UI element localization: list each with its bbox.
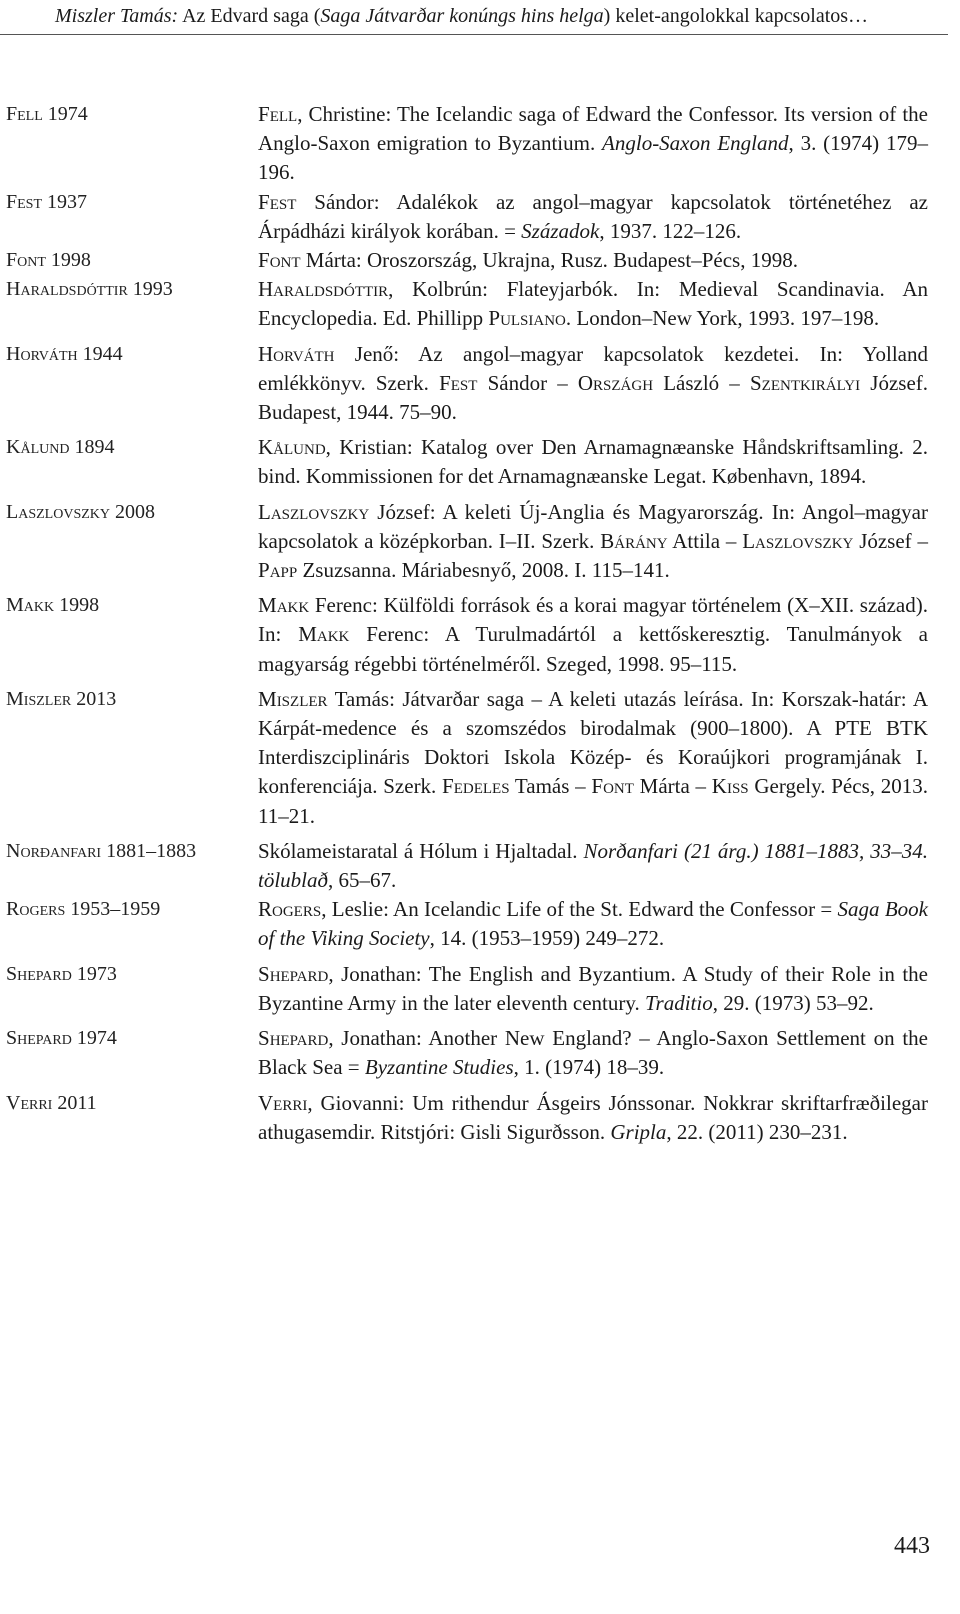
reference-segment: Jenő: Az angol–magyar kapcsolatok kezdetei. In: Yolland emlékkönyv. Szerk. — [258, 341, 928, 395]
entry-key — [0, 275, 258, 304]
reference-segment: , 1937. 122–126. — [599, 218, 742, 243]
reference-segment: Saga Book of the Viking Society — [258, 897, 928, 951]
entry-key-initial: M — [6, 687, 24, 710]
reference-segment: S — [258, 1026, 270, 1051]
entry-reference — [258, 685, 928, 831]
reference-segment: K — [258, 435, 274, 460]
reference-segment: hepard — [269, 1026, 329, 1051]
entry-key-rest: aszlovszky 2008 — [18, 500, 155, 523]
entry-reference — [258, 188, 928, 246]
bibliography-entry — [0, 340, 960, 428]
entry-key-initial: N — [6, 839, 21, 862]
reference-segment: F — [591, 774, 604, 799]
entry-reference — [258, 960, 928, 1018]
reference-segment: H — [258, 341, 274, 366]
reference-segment: Ferenc: Külföldi források és a korai magyar történelem (X–XII. század). In: — [258, 593, 928, 647]
reference-segment: Sándor – — [477, 370, 578, 395]
entry-reference — [258, 1024, 928, 1082]
reference-segment: , Giovanni: Um rithendur Ásgeirs Jónssonar. Nokkrar skriftarfræðilegar athugasemdir. Ritstjóri: Gisli Sigurðsson. — [258, 1090, 928, 1144]
entry-reference — [258, 100, 928, 188]
reference-segment: ogers — [272, 897, 322, 922]
entry-key — [0, 960, 258, 989]
reference-segment: L — [742, 528, 756, 553]
entry-key-rest: est 1937 — [17, 190, 88, 213]
reference-segment: F — [258, 102, 270, 126]
bibliography-list — [0, 100, 960, 1147]
reference-segment: est — [450, 370, 478, 395]
reference-segment: erri — [273, 1090, 308, 1115]
header-rule — [0, 34, 948, 35]
reference-segment: F — [258, 248, 270, 273]
reference-segment: Byzantine Studies — [364, 1055, 514, 1080]
entry-key-initial: S — [6, 962, 18, 985]
reference-segment: , 1. (1974) 18–39. — [513, 1055, 665, 1080]
reference-segment: , 29. (1973) 53–92. — [712, 990, 874, 1015]
entry-key-initial: R — [6, 898, 20, 921]
reference-segment: B — [600, 528, 615, 553]
bibliography-entry — [0, 1024, 960, 1082]
header-author: Miszler Tamás: — [55, 5, 179, 27]
entry-key-initial: V — [6, 1091, 21, 1114]
reference-segment: Traditio — [645, 990, 713, 1015]
reference-segment: Anglo-Saxon England — [602, 131, 789, 156]
reference-segment: F — [442, 774, 454, 799]
reference-segment: Tamás: Játvarðar saga – A keleti utazás leírása. In: Korszak-határ: A Kárpát-medence és a szomszédos birodalmak (900–1800). A PTE BTK Interdiszciplináris Doktori Iskola Közép- és Koraújkori programjának I. konferenciája. Szerk. — [258, 686, 928, 799]
reference-segment: Sándor: Adalékok az angol–magyar kapcsolatok történetéhez az Árpádházi királyok korában. = — [258, 189, 928, 243]
reference-segment: Tamás – — [509, 774, 592, 799]
bibliography-entry — [0, 685, 960, 831]
entry-key-initial: L — [6, 500, 19, 523]
reference-segment: árány — [614, 528, 668, 553]
reference-segment: hepard — [269, 961, 329, 986]
entry-key-rest: hepard 1973 — [17, 962, 117, 985]
bibliography-entry — [0, 246, 960, 275]
reference-segment: orváth — [273, 341, 335, 366]
entry-reference — [258, 275, 928, 333]
reference-segment: Gripla — [610, 1119, 667, 1144]
entry-reference — [258, 1089, 928, 1147]
reference-segment: araldsdóttir — [273, 277, 389, 302]
reference-segment: akk — [276, 593, 310, 618]
reference-segment: est — [269, 189, 297, 214]
bibliography-entry — [0, 591, 960, 679]
reference-segment: F — [258, 189, 270, 214]
reference-segment: Gergely. Pécs, 2013. 11–21. — [258, 774, 928, 828]
reference-segment: László – — [653, 370, 750, 395]
reference-segment: , Christine: The Icelandic saga of Edward the Confessor. Its version of the Anglo-Saxon emigration to Byzantium. — [258, 102, 928, 156]
reference-segment: P — [488, 306, 501, 331]
reference-segment: ell — [269, 102, 298, 126]
entry-key-rest: akk 1998 — [23, 594, 100, 617]
reference-segment: akk — [316, 622, 350, 647]
entry-key-rest: hepard 1974 — [17, 1027, 117, 1050]
entry-reference — [258, 591, 928, 679]
entry-key — [0, 685, 258, 714]
header-title-part-1: Az Edvard saga ( — [178, 5, 321, 27]
reference-segment: , 3. (1974) 179–196. — [258, 131, 928, 185]
reference-segment: Századok — [521, 218, 600, 243]
reference-segment: edeles — [453, 774, 510, 799]
entry-key-rest: araldsdóttir 1993 — [20, 278, 173, 301]
entry-reference — [258, 895, 928, 953]
reference-segment: József. Budapest, 1944. 75–90. — [258, 370, 929, 425]
reference-segment: ont — [603, 774, 634, 799]
entry-reference — [258, 340, 928, 428]
entry-key — [0, 1024, 258, 1053]
reference-segment: K — [711, 774, 727, 799]
entry-key — [0, 591, 258, 620]
running-header — [0, 0, 960, 44]
reference-segment: F — [439, 370, 451, 395]
reference-segment: Norðanfari (21 árg.) 1881–1883, 33–34. tölublað — [258, 838, 928, 893]
reference-segment: iss — [726, 774, 749, 799]
reference-segment: , Kristian: Katalog over Den Arnamagnæanske Håndskriftsamling. 2. bind. Kommissionen for det Arnamagnæanske Legat. København, 1894. — [258, 435, 928, 489]
reference-segment: aszlovszky — [755, 528, 854, 553]
entry-key-initial: S — [6, 1027, 18, 1050]
entry-key-initial: H — [6, 278, 21, 301]
entry-key — [0, 433, 258, 462]
entry-key-rest: ell 1974 — [17, 103, 88, 125]
reference-segment: aszlovszky — [270, 499, 370, 524]
entry-key-rest: orváth 1944 — [20, 342, 123, 365]
entry-key — [0, 188, 258, 217]
reference-segment: P — [258, 558, 270, 583]
header-title-part-2: ) kelet-angolokkal kapcsolatos… — [603, 5, 869, 27]
entry-reference — [258, 246, 928, 275]
entry-key-initial: F — [6, 103, 18, 125]
reference-segment: ulsiano — [500, 306, 566, 331]
reference-segment: , Jonathan: Another New England? – Anglo-Saxon Settlement on the Black Sea = — [258, 1026, 928, 1080]
reference-segment: Zsuzsanna. Máriabesnyő, 2008. I. 115–141. — [297, 558, 670, 583]
reference-segment: Márta: Oroszország, Ukrajna, Rusz. Budapest–Pécs, 1998. — [300, 248, 798, 273]
reference-segment: ont — [269, 248, 301, 273]
reference-segment: L — [258, 499, 271, 524]
entry-reference — [258, 433, 928, 491]
bibliography-entry — [0, 433, 960, 491]
reference-segment: Ferenc: A Turulmadártól a kettőskeresztig. Tanulmányok a magyarság régebbi történelméről. Szeged, 1998. 95–115. — [258, 622, 928, 676]
reference-segment: , 22. (2011) 230–231. — [666, 1119, 848, 1144]
entry-key — [0, 340, 258, 369]
entry-key — [0, 100, 258, 129]
reference-segment: Skólameistaratal á Hólum i Hjaltadal. — [258, 838, 584, 863]
bibliography-entry — [0, 188, 960, 246]
bibliography-entry — [0, 1089, 960, 1147]
reference-segment: M — [298, 622, 317, 647]
bibliography-entry — [0, 100, 960, 188]
reference-segment: iszler — [276, 686, 328, 711]
entry-key-initial: M — [6, 594, 24, 617]
reference-segment: , Leslie: An Icelandic Life of the St. Edward the Confessor = — [321, 897, 838, 922]
reference-segment: , Kolbrún: Flateyjarbók. In: Medieval Scandinavia. An Encyclopedia. Ed. Phillipp — [258, 277, 928, 331]
reference-segment: rszágh — [593, 370, 654, 395]
entry-key-initial: F — [6, 249, 18, 272]
bibliography-entry — [0, 960, 960, 1018]
entry-key-rest: ont 1998 — [17, 249, 91, 272]
reference-segment: M — [258, 686, 277, 711]
entry-key-initial: H — [6, 342, 21, 365]
entry-key-initial: K — [6, 436, 21, 459]
reference-segment: H — [258, 277, 274, 302]
entry-key-initial: F — [6, 190, 18, 213]
reference-segment: József: A keleti Új-Anglia és Magyarország. In: Angol–magyar kapcsolatok a középkorban. I–II. Szerk. — [258, 499, 928, 553]
reference-segment: , 65–67. — [328, 868, 397, 893]
bibliography-entry — [0, 275, 960, 333]
reference-segment: M — [258, 593, 277, 618]
bibliography-entry — [0, 895, 960, 953]
reference-segment: ålund — [273, 435, 326, 460]
reference-segment: , 14. (1953–1959) 249–272. — [429, 926, 665, 951]
entry-key-rest: iszler 2013 — [23, 687, 117, 710]
reference-segment: V — [258, 1090, 274, 1115]
reference-segment: József – — [853, 528, 928, 553]
entry-reference — [258, 498, 928, 586]
reference-segment: O — [577, 370, 594, 395]
entry-key-rest: ålund 1894 — [20, 436, 115, 459]
entry-key — [0, 1089, 258, 1118]
bibliography-entry — [0, 498, 960, 586]
entry-key-rest: erri 2011 — [20, 1091, 97, 1114]
entry-key — [0, 837, 258, 866]
entry-key-rest: ogers 1953–1959 — [19, 898, 161, 921]
reference-segment: app — [269, 558, 298, 583]
reference-segment: . London–New York, 1993. 197–198. — [565, 306, 880, 331]
entry-reference — [258, 837, 928, 895]
reference-segment: Márta – — [633, 774, 712, 799]
header-title-italic: Saga Játvarðar konúngs hins helga — [320, 5, 604, 27]
reference-segment: S — [258, 961, 270, 986]
entry-key — [0, 895, 258, 924]
page-number: 443 — [894, 1533, 930, 1559]
reference-segment: R — [258, 897, 273, 922]
bibliography-entry — [0, 837, 960, 895]
reference-segment: S — [749, 370, 762, 395]
reference-segment: , Jonathan: The English and Byzantium. A Study of their Role in the Byzantine Army in the later eleventh century. — [258, 961, 928, 1015]
reference-segment: Attila – — [667, 528, 743, 553]
entry-key-rest: orðanfari 1881–1883 — [20, 839, 197, 862]
reference-segment: zentkirályi — [761, 370, 861, 395]
entry-key — [0, 498, 258, 527]
entry-key — [0, 246, 258, 275]
